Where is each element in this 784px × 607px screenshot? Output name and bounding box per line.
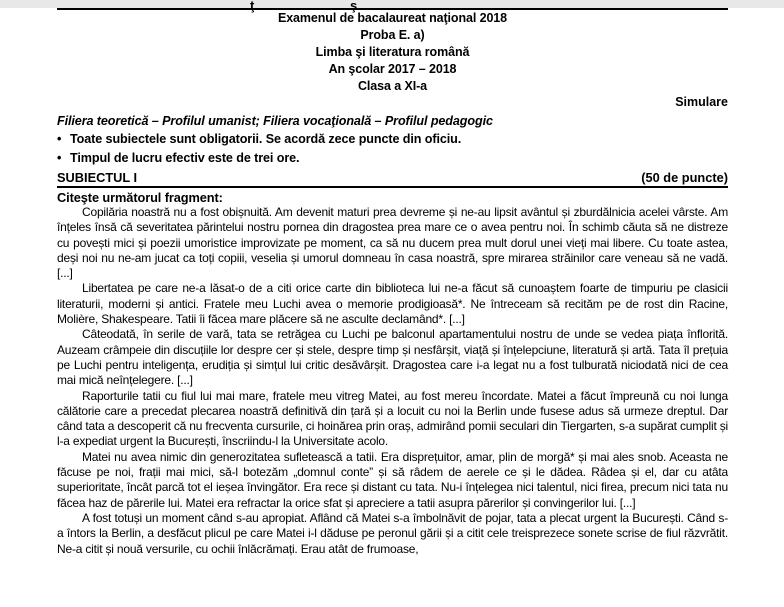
bullet-icon: •	[57, 150, 62, 165]
bullet-icon: •	[57, 132, 62, 146]
body-paragraph: Matei nu avea nimic din generozitatea sufletească a tatii. Era disprețuitor, amar, plin de morgă* și mai ales snob. Aceasta ne făcuse pe noi, frații mai mici, să-l botezăm „domnul conte” și să râdem de aerele ce și le dădea. Râdea și el, dar cu atâta superioritate, încât parcă tot el ieșea învingător. Era rece și distant cu tata. Nu-i înțelegea nici talentul, nici firea, precum nici tata nu făcea haz de părerile lui. Matei era refractar la orice sfat și apreciere a tatii asupra părerilor și convingerilor lui. [...]	[57, 449, 728, 510]
document-header	[57, 10, 728, 95]
filiera-line: Filiera teoretică – Profilul umanist; Filiera vocaţională – Profilul pedagogic	[57, 114, 493, 128]
body-paragraph: Raporturile tatii cu fiul lui mai mare, fratele meu vitreg Matei, au fost mereu încordate. Matei a făcut împreună cu noi lunga călătorie care a precedat plecarea noastră definitivă din țară și a locuit cu noi la Berlin unde fusese adus să urmeze dreptul. Dar când tata a descoperit că nu frecventa cursurile, ci hoinărea prin oraș, admirând pomii seculari din Tiergarten, s-a supărat cumplit și l-a expediat urgent la București, înscriindu-l la Universitate acolo.	[57, 388, 728, 449]
clipped-text-fragments	[0, 0, 784, 16]
instruction-text: Timpul de lucru efectiv este de trei ore.	[70, 150, 300, 165]
header-exam-title: Examenul de bacalaureat naţional 2018	[277, 11, 508, 25]
subject-points: (50 de puncte)	[641, 170, 728, 185]
read-fragment-prompt: Citeşte următorul fragment:	[57, 190, 223, 205]
body-paragraph: A fost totuși un moment când s-au apropiat. Aflând că Matei s-a îmbolnăvit de pojar, tata a plecat urgent la București. Când s-a întors la Berlin, a desfăcut plicul pe care Matei i-l dăduse pe peronul gării și a citit cele treisprezece sonete scrise de fiul răzvrătit. Ne-a citit și nouă versurile, cu ochii înlăcrămați. Erau atât de frumoase,	[57, 510, 728, 556]
instruction-bullet-1	[57, 130, 728, 149]
fragment-text	[57, 205, 728, 557]
instruction-text: Toate subiectele sunt obligatorii. Se acordă zece puncte din oficiu.	[70, 132, 462, 146]
header-discipline: Limba şi literatura română	[315, 45, 470, 59]
header-proba: Proba E. a)	[360, 28, 425, 42]
clipped-glyph: ţ	[250, 0, 255, 13]
instruction-bullet-2	[57, 149, 728, 168]
body-paragraph: Copilăria noastră nu a fost obișnuită. Am devenit maturi prea devreme și ne-au lipsit avântul și zburdălnicia acelei vârste. Am înțeles însă că severitatea părintelui nostru pornea din dragostea prea mare ce o avea pentru noi. În schimb căuta să ne distreze cu povești mici și poezii umoristice improvizate pe moment, ca să nu ducem prea mult dorul unei vieți mai libere. Cu toate astea, deși noi nu ne-am jucat ca toți copiii, veselia și umorul domneau în casa noastră, spre mirarea străinilor care veneau să ne vadă. [...]	[57, 205, 728, 281]
subject-heading-row	[57, 170, 728, 185]
header-school-year: An şcolar 2017 – 2018	[328, 62, 457, 76]
simulare-label: Simulare	[675, 95, 728, 109]
subject-divider	[57, 186, 728, 188]
body-paragraph: Câteodată, în serile de vară, tata se retrăgea cu Luchi pe balconul apartamentului nostru de unde se vedea piața înflorită. Auzeam crâmpeie din discuțiile lor despre cer și stele, despre timp și nesfârșit, viață și înțelepciune, literatură și artă. Tata îl prețuia pe Luchi pentru inteligența, erudiția și simțul lui critic desăvârșit. Dragostea care i-a legat nu a fost tulburată niciodată nici de cea mai mică neînțelegere. [...]	[57, 327, 728, 388]
clipped-glyph: ş	[350, 0, 358, 13]
subject-title: SUBIECTUL I	[57, 170, 138, 185]
body-paragraph: Libertatea pe care ne-a lăsat-o de a citi orice carte din biblioteca lui ne-a făcut să cunoaștem foarte de timpuriu pe clasicii literaturii, moderni și antici. Fratele meu Luchi avea o memorie prodigioasă*. Ne întreceam să recităm pe de rost din Racine, Molière, Shakespeare. Tatii îi făcea mare plăcere să ne asculte declamând*. [...]	[57, 281, 728, 327]
header-class: Clasa a XI-a	[358, 79, 427, 93]
